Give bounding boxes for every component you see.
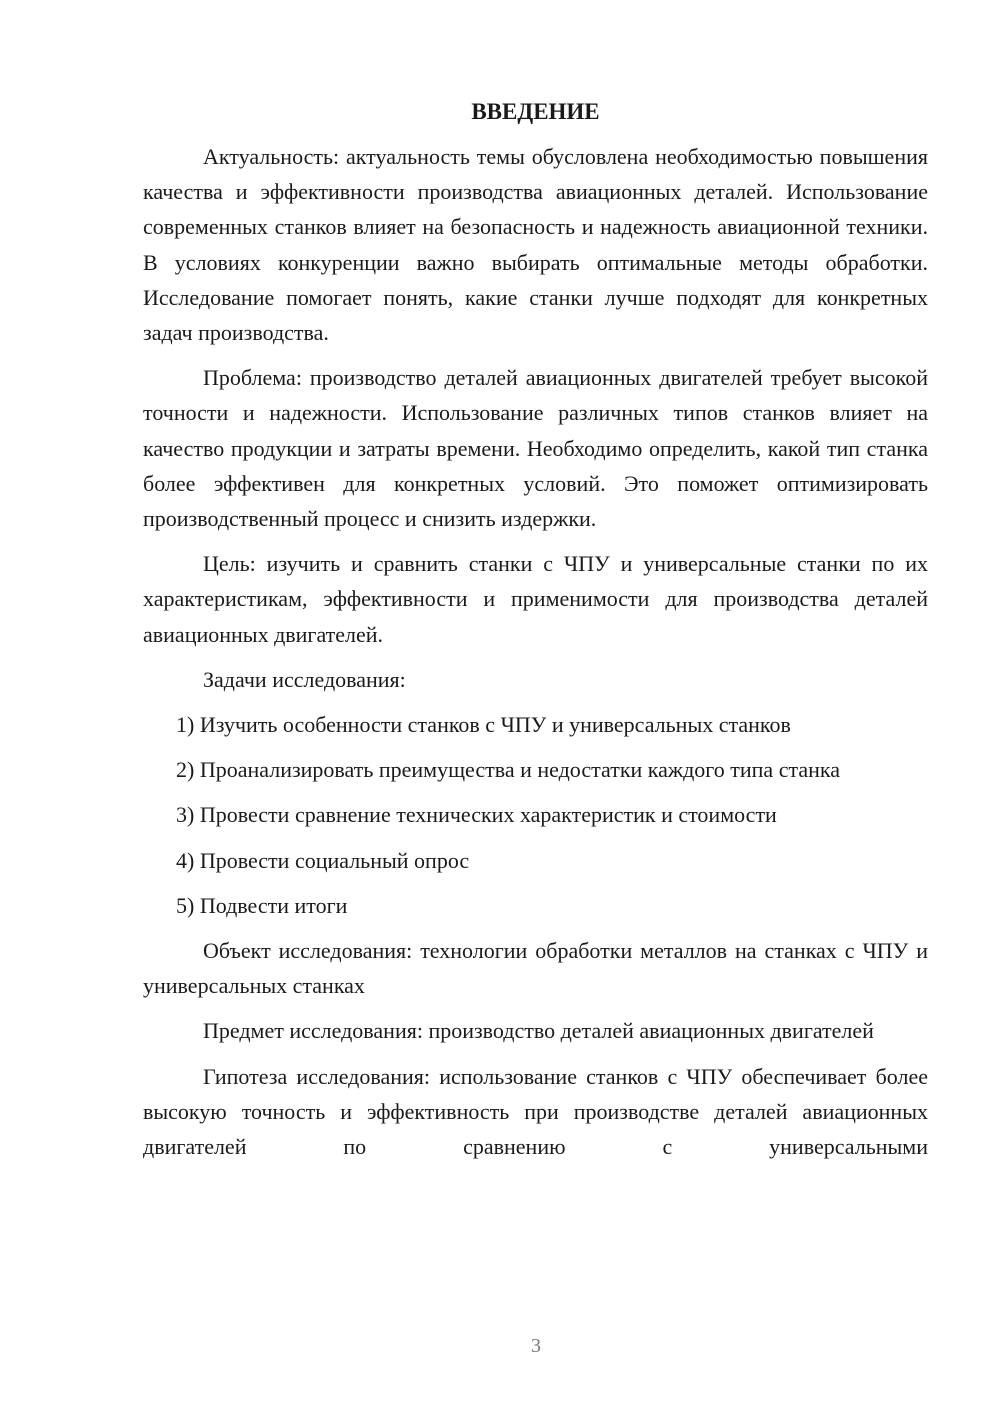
paragraph-goal: Цель: изучить и сравнить станки с ЧПУ и универсальные станки по их характеристикам, эффективности и применимости для производства деталей авиационных двигателей. [143, 551, 928, 647]
paragraph-tasks-heading: Задачи исследования: [203, 666, 406, 692]
paragraph-problem: Проблема: производство деталей авиационных двигателей требует высокой точности и надежности. Использование различных типов станков влияет на качество продукции и затраты времени. Необходимо определить, какой тип станка более эффективен для конкретных условий. Это поможет оптимизировать производственный процесс и снизить издержки. [143, 365, 928, 532]
page-content [143, 94, 928, 1164]
section-heading: ВВЕДЕНИЕ [471, 99, 600, 124]
task-item-3: 3) Провести сравнение технических характеристик и стоимости [176, 802, 777, 828]
task-item-2: 2) Проанализировать преимущества и недостатки каждого типа станка [176, 757, 840, 783]
task-item-5: 5) Подвести итоги [176, 892, 348, 918]
task-item-4: 4) Провести социальный опрос [176, 847, 470, 873]
paragraph-hypothesis: Гипотеза исследования: использование станков с ЧПУ обеспечивает более высокую точность и эффективность при производстве деталей авиационных двигателей по сравнению с универсальными [143, 1063, 928, 1160]
paragraph-object: Объект исследования: технологии обработки металлов на станках с ЧПУ и универсальных станках [143, 938, 928, 999]
task-item-1: 1) Изучить особенности станков с ЧПУ и универсальных станков [176, 712, 791, 738]
paragraph-subject: Предмет исследования: производство деталей авиационных двигателей [203, 1018, 874, 1044]
page-number: 3 [531, 1335, 541, 1357]
paragraph-relevance: Актуальность: актуальность темы обусловлена необходимостью повышения качества и эффективности производства авиационных деталей. Использование современных станков влияет на безопасность и надежность авиационной техники. В условиях конкуренции важно выбирать оптимальные методы обработки. Исследование помогает понять, какие станки лучше подходят для конкретных задач производства. [143, 144, 928, 346]
